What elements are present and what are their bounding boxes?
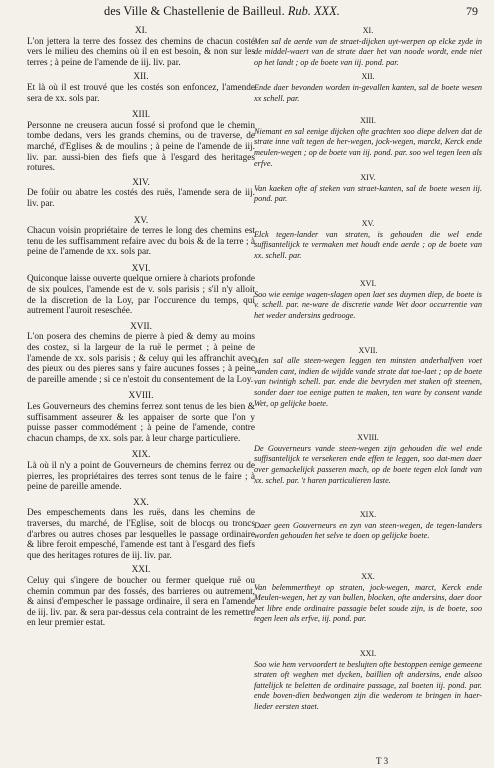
article-20 bbox=[27, 498, 255, 562]
article-number: XX. bbox=[361, 571, 375, 581]
flemish-column bbox=[254, 26, 482, 713]
article-11 bbox=[27, 26, 255, 68]
article-number: XX. bbox=[133, 497, 149, 508]
article-text: Van kaeken ofte af steken van straet-kanten, sal de boete wesen iij. pond. par. bbox=[254, 183, 482, 204]
article-15 bbox=[254, 219, 482, 261]
article-number: XXI. bbox=[131, 565, 151, 576]
article-number: XIX. bbox=[359, 510, 377, 520]
article-text: De Gouverneurs vande steen-wegen zijn gehouden die wel ende suffisantelijck te versekeren ende effen te leggen, soo dat-men daer over gemackelijck passeren mach, op de boete tegen elck landt van xx. schel. par. 't haren particulieren laste. bbox=[254, 443, 482, 485]
article-number: XI. bbox=[134, 26, 148, 36]
article-number: XVII. bbox=[130, 321, 152, 332]
article-number: XVII. bbox=[358, 345, 378, 355]
header-title bbox=[104, 4, 340, 19]
article-11 bbox=[254, 26, 482, 68]
article-13 bbox=[27, 110, 255, 174]
article-19 bbox=[254, 510, 482, 542]
article-number: XXI. bbox=[359, 648, 377, 658]
article-13 bbox=[254, 116, 482, 169]
article-text: Les Gouverneurs des chemins ferrez sont tenus de les bien & suffisamment asseurer & les appaiser de sorte que l'on y puisse passer commodément ; à peine de l'amende, contre chacun champs, de xx. sols par. à leur charge particuliere. bbox=[27, 402, 255, 444]
article-text: Et là où il est trouvé que les costés son enfoncez, l'amende sera de xx. sols par. bbox=[27, 82, 255, 104]
article-number: XIV. bbox=[132, 177, 150, 188]
article-text: Ende daer bevonden worden in-gevallen kanten, sal de boete wesen xx schell. par. bbox=[254, 82, 482, 103]
article-16 bbox=[27, 264, 255, 317]
article-text: Elck tegen-lander van straten, is gehouden die wel ende suffisantelijck te vermaken met houdt ende aerde ; op de boete van xx. schell. par. bbox=[254, 229, 482, 260]
article-18 bbox=[27, 391, 255, 444]
article-21 bbox=[27, 565, 255, 629]
article-21 bbox=[254, 649, 482, 713]
article-text: Soo wie eenige wagen-slagen open laet ses duymen diep, de boete is v. schell. par. ne-ware de discretie vande Wet door occurrentie van het weder andersins gedrooge. bbox=[254, 289, 482, 321]
article-number: XIX. bbox=[131, 450, 151, 461]
running-header bbox=[0, 4, 494, 22]
article-text: Men sal de aerde van de straet-dijcken uyt-werpen op elcke zyde in de middel-waert van de strate daer het van noode wordt, ende niet op het landt ; op de boete van iij. pond. par. bbox=[254, 36, 482, 67]
article-18 bbox=[254, 433, 482, 486]
article-text: Soo wie hem vervoordert te beslujten ofte bestoppen eenige gemeene straten oft weghen met dycken, baillien oft andersins, ende alsoo fattelijck te beletten de ordinaire passage, zal boeten iij. pond. par. ende boven-dien bedwongen zijn die wederom te bringen in haer-lieder eersten staet. bbox=[254, 659, 482, 711]
article-text: Men sal alle steen-wegen leggen ten minsten anderhalfven voet vanden cant, indien de wijdde vande strate dat toe-laet ; op de boete van twintigh schell. par. ende die bevryden met staken oft steenen, sonder daer toe eenige putten te maken, ten ware by consent vande Wet, op gelijcke boete. bbox=[254, 356, 482, 408]
article-text: Là où il n'y a point de Gouverneurs de chemins ferrez ou de pierres, les propriétaires des terres sont tenus de le faire ; à peine de pareille amende. bbox=[27, 460, 255, 493]
article-number: XV. bbox=[133, 215, 149, 226]
article-text: Van belemmertheyt op straten, jock-wegen, marct, Kerck ende Meulen-wegen, het zy van bullen, blocken, ofte andersins, daer door het libre ende ordinaire passagie belet soude zijn, is de boete, soo tegen leen als erfve, iij. pond. par. bbox=[254, 582, 482, 624]
article-17 bbox=[27, 322, 255, 386]
article-number: XVI. bbox=[359, 279, 377, 289]
article-12 bbox=[27, 72, 255, 104]
article-17 bbox=[254, 346, 482, 410]
article-text: Chacun voisin propriétaire de terres le long des chemins est tenu de les suffisamment refaire avec du bois & de la terre ; à peine de l'amende de xx. sols par. bbox=[27, 226, 255, 258]
article-20 bbox=[254, 572, 482, 625]
article-text: L'on posera des chemins de pierre à pied & demy au moins des costez, si la largeur de la ruë le permet ; à peine de l'amende de xx. sols parisis ; & celuy qui les affranchit avec des pieux ou des pieres sans y faire aucunes fosses ; à peine de pareille amende ; si ce n'estoit du consentement de la Loy. bbox=[27, 332, 255, 385]
article-number: XVI. bbox=[131, 263, 151, 274]
header-title-text: des Ville & Chastellenie de Bailleul. bbox=[104, 4, 285, 18]
article-14 bbox=[27, 178, 255, 210]
article-number: XI. bbox=[362, 26, 374, 35]
article-text: Personne ne creusera aucun fossé si profond que le chemin tombe dedans, vers les grands chemins, ou de traverse, de marché, d'Eglises & de moulins ; à peine de l'amende de iij. liv. par. aussi-bien des fiefs que à l'esgard des heritages rotures. bbox=[27, 120, 255, 174]
article-text: Quiconque laisse ouverte quelque orniere à chariots profonde de six poulces, l'amende est de v. sols parisis ; s'il n'y alloit de la discretion de la Loy, par l'occurence du temps, qui autrement l'auroit reseschée. bbox=[27, 274, 255, 317]
signature-mark: T 3 bbox=[376, 756, 389, 766]
article-number: XV. bbox=[361, 218, 375, 228]
article-12 bbox=[254, 72, 482, 104]
article-text: De foüir ou abatre les costés des ruës, l'amende sera de iij. liv. par. bbox=[27, 188, 255, 209]
article-number: XIII. bbox=[131, 110, 151, 121]
article-text: Celuy qui s'ingere de boucher ou fermer quelque ruë ou chemin commun par des fossés, des barrieres ou autrement, & ainsi d'empescher le passage ordinaire, il sera en l'amende de iij. liv. par. & sera par-dessus cela contraint de les remettre en leur premier estat. bbox=[27, 575, 255, 629]
article-number: XIV. bbox=[360, 173, 376, 183]
article-15 bbox=[27, 216, 255, 258]
article-text: Daer geen Gouverneurs en zyn van steen-wegen, de tegen-landers worden gehouden het selve te doen op gelijcke boete. bbox=[254, 520, 482, 541]
article-14 bbox=[254, 173, 482, 205]
article-number: XII. bbox=[361, 72, 375, 82]
article-text: Niemant en sal eenige dijcken ofte grachten soo diepe delven dat de strate inne valt tegen de her-wegen, jock-wegen, marckt, Kerck ende meulen-wegen ; op de boete van iij. pond. par. soo wel tegen leen als erfve. bbox=[254, 126, 482, 168]
article-number: XVIII. bbox=[357, 433, 379, 443]
french-column bbox=[27, 26, 255, 629]
article-19 bbox=[27, 450, 255, 492]
article-text: L'on jettera la terre des fossez des chemins de chacun costé vers le milieu des chemins où il en est besoin, & non sur les terres ; à peine de l'amende de iij. liv. par. bbox=[27, 36, 255, 68]
page-number: 79 bbox=[466, 4, 478, 18]
article-text: Des empeschements dans les ruës, dans les chemins de traverses, du marché, de l'Eglise, soit de blocqs ou troncs d'arbres ou autres choses par lesquelles le passage ordinaire & libre feroit empesché, l'amende est tant à l'esgard des fiefs que des heritages rotures de iij. liv. par. bbox=[27, 508, 255, 561]
article-number: XIII. bbox=[360, 116, 376, 126]
article-number: XVIII. bbox=[128, 391, 154, 402]
article-16 bbox=[254, 279, 482, 321]
header-rubric: Rub. XXX. bbox=[287, 4, 340, 18]
article-number: XII. bbox=[133, 72, 149, 83]
